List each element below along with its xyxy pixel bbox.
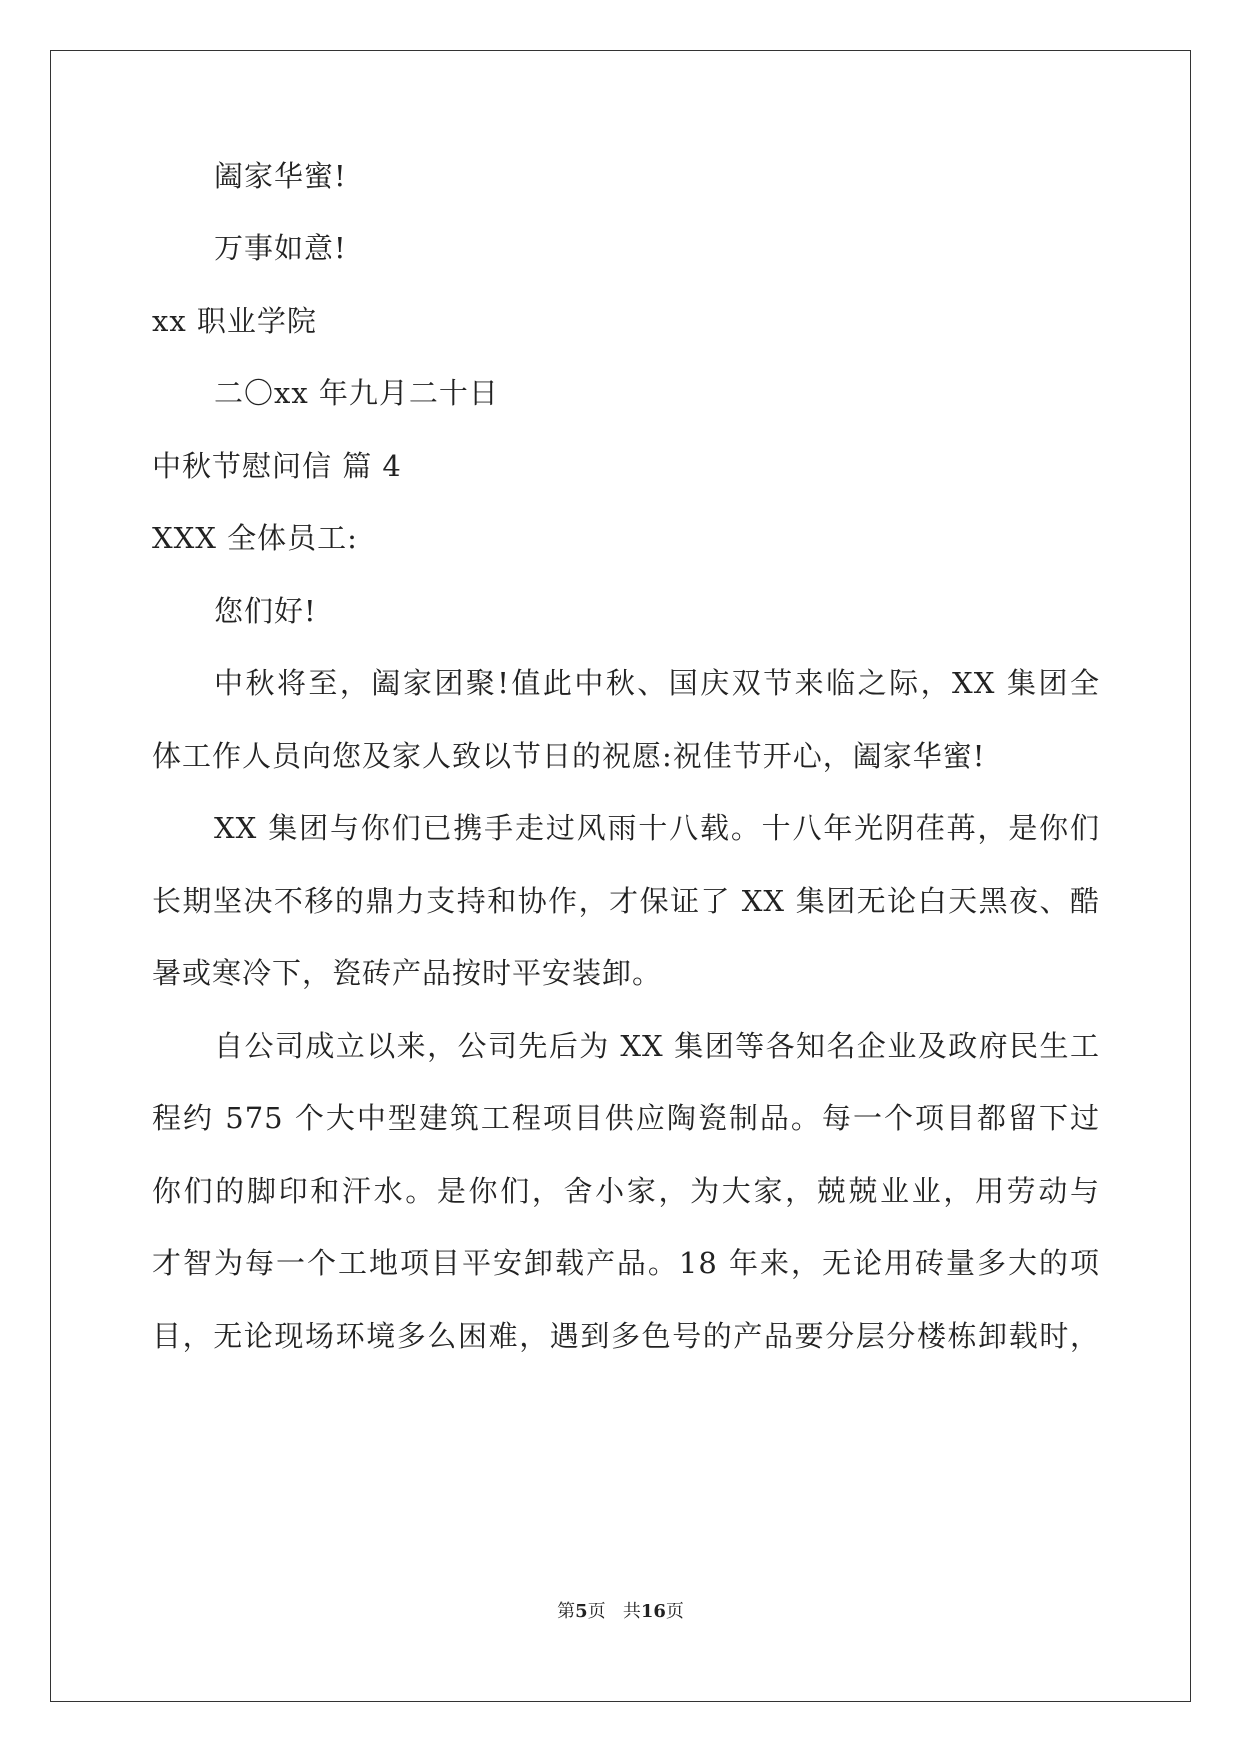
paragraph-line: 体工作人员向您及家人致以节日的祝愿:祝佳节开心，阖家华蜜! (152, 739, 986, 773)
salutation: XXX 全体员工: (152, 521, 358, 555)
section-heading: 中秋节慰问信 篇 4 (152, 449, 402, 483)
page-border (50, 50, 1191, 1702)
paragraph-line: XX 集团与你们已携手走过风雨十八载。十八年光阴荏苒，是你们 (214, 811, 1100, 845)
greeting: 您们好! (214, 594, 317, 628)
footer-prefix: 第 (557, 1601, 576, 1622)
paragraph-line: 目，无论现场环境多么困难，遇到多色号的产品要分层分楼栋卸载时， (152, 1319, 1100, 1353)
closing-line-1: 阖家华蜜! (214, 159, 347, 193)
paragraph-line: 暑或寒冷下，瓷砖产品按时平安装卸。 (152, 956, 663, 990)
footer-total-suffix: 页 (665, 1601, 684, 1622)
paragraph-line: 自公司成立以来，公司先后为 XX 集团等各知名企业及政府民生工 (214, 1029, 1100, 1063)
footer-page-number: 5 (575, 1601, 588, 1622)
page-footer (0, 1600, 1241, 1624)
paragraph-line: 中秋将至，阖家团聚!值此中秋、国庆双节来临之际，XX 集团全 (214, 666, 1100, 700)
paragraph-line: 长期坚决不移的鼎力支持和协作，才保证了 XX 集团无论白天黑夜、酷 (152, 884, 1100, 918)
signature-date: 二〇xx 年九月二十日 (214, 376, 499, 410)
footer-total-prefix: 共 (622, 1601, 641, 1622)
paragraph-line: 程约 575 个大中型建筑工程项目供应陶瓷制品。每一个项目都留下过 (152, 1101, 1100, 1135)
footer-total-pages: 16 (640, 1601, 666, 1622)
closing-line-2: 万事如意! (214, 231, 347, 265)
signature-org: xx 职业学院 (152, 304, 317, 338)
paragraph-line: 你们的脚印和汗水。是你们，舍小家，为大家，兢兢业业，用劳动与 (152, 1174, 1100, 1208)
paragraph-line: 才智为每一个工地项目平安卸载产品。18 年来，无论用砖量多大的项 (152, 1246, 1100, 1280)
footer-page-suffix: 页 (587, 1601, 606, 1622)
